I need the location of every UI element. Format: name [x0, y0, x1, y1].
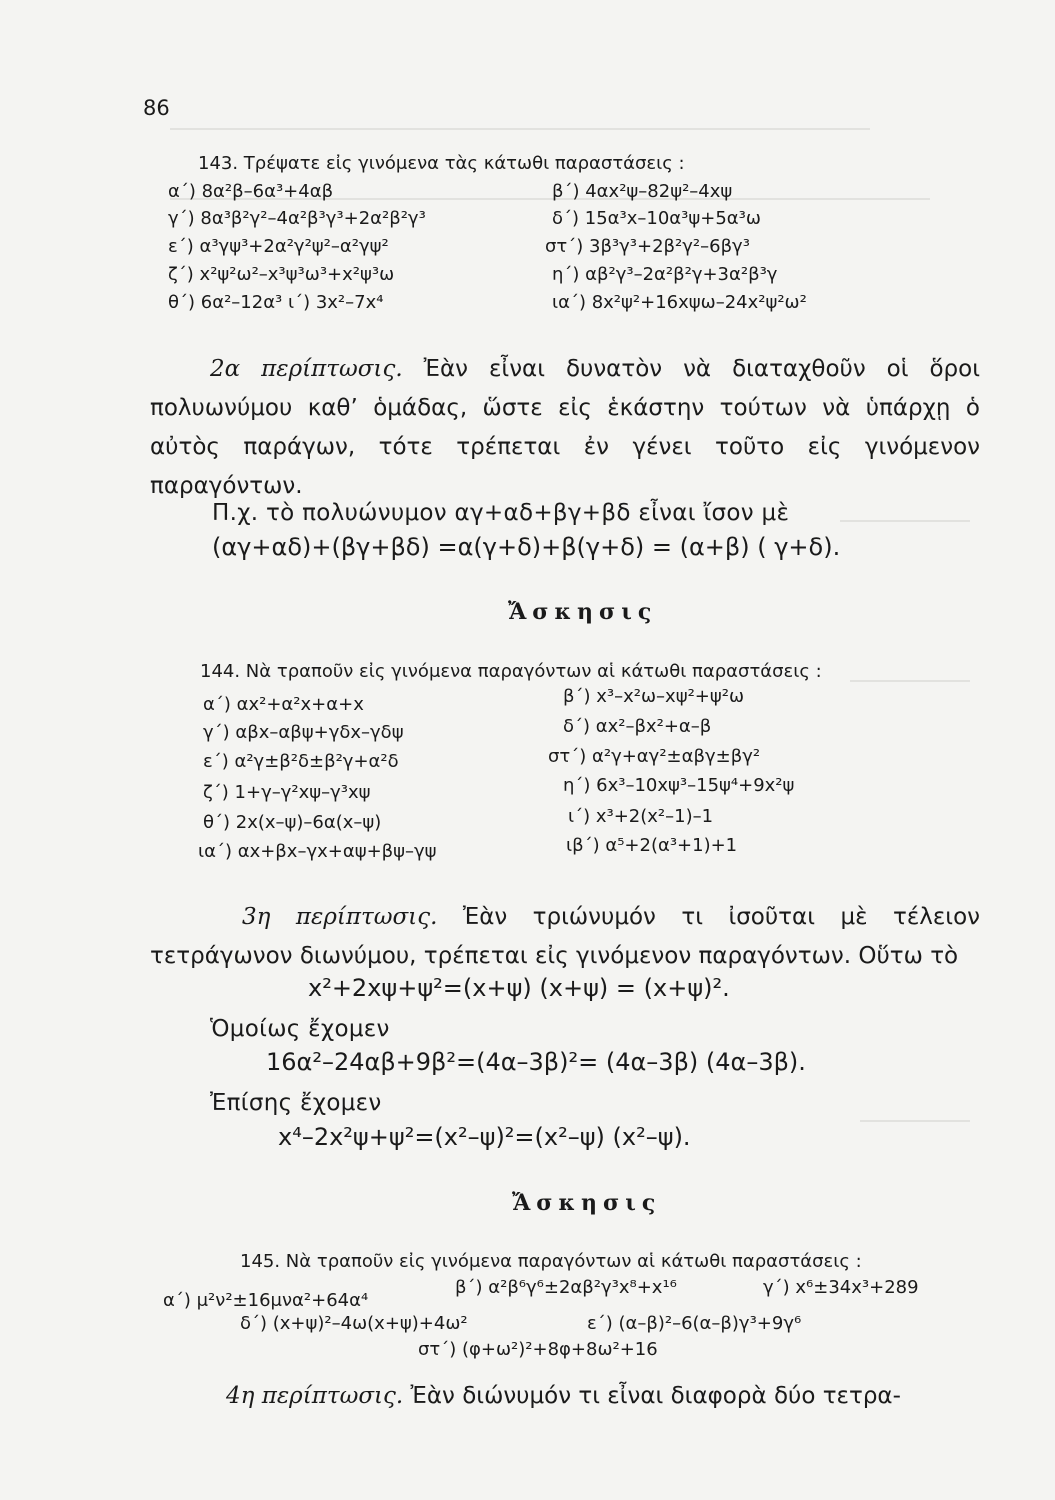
exercise-144-heading: 144. Νὰ τραποῦν εἰς γινόμενα παραγόντων αἱ κάτωθι παραστάσεις :: [200, 661, 822, 682]
case-3-formula-2: 16α²–24αβ+9β²=(4α–3β)²= (4α–3β) (4α–3β).: [266, 1048, 806, 1076]
case-2-example: Π.χ. τὸ πολυώνυμον αγ+αδ+βγ+βδ εἶναι ἴσον μὲ: [212, 500, 790, 526]
exercise-144-item: γ΄) αβx–αβψ+γδx–γδψ: [203, 722, 404, 743]
exercise-143-heading: 143. Τρέψατε εἰς γινόμενα τὰς κάτωθι παραστάσεις :: [198, 153, 685, 174]
case-4-line: [226, 1383, 901, 1409]
exercise-143-item: δ΄) 15α³x–10α³ψ+5α³ω: [552, 208, 761, 229]
exercise-title: Ἄσκησις: [508, 599, 658, 625]
exercise-144-item: δ΄) αx²–βx²+α–β: [563, 716, 712, 737]
case-2-paragraph: [150, 350, 980, 506]
exercise-143-item: β΄) 4αx²ψ–82ψ²–4xψ: [552, 181, 733, 202]
case-2-label: 2α περίπτωσις.: [210, 356, 403, 382]
page-number: 86: [143, 96, 170, 120]
exercise-144-item: ια΄) αx+βx–γx+αψ+βψ–γψ: [198, 841, 437, 862]
exercise-145-item: γ΄) x⁶±34x³+289: [763, 1277, 919, 1298]
exercise-145-heading: 145. Νὰ τραποῦν εἰς γινόμενα παραγόντων αἱ κάτωθι παραστάσεις :: [240, 1251, 862, 1272]
case-2-formula: (αγ+αδ)+(βγ+βδ) =α(γ+δ)+β(γ+δ) = (α+β) ( γ+δ).: [212, 533, 841, 561]
exercise-143-item: ια΄) 8x²ψ²+16xψω–24x²ψ²ω²: [552, 292, 807, 313]
exercise-145-item: α΄) μ²ν²±16μνα²+64α⁴: [163, 1290, 369, 1311]
exercise-144-item: α΄) αx²+α²x+α+x: [203, 694, 364, 715]
exercise-143-item: γ΄) 8α³β²γ²–4α²β³γ³+2α²β²γ³: [168, 208, 426, 229]
exercise-143-item: η΄) αβ²γ³–2α²β²γ+3α²β³γ: [552, 264, 778, 285]
exercise-145-item: δ΄) (x+ψ)²–4ω(x+ψ)+4ω²: [240, 1313, 468, 1334]
exercise-145-item: β΄) α²β⁶γ⁶±2αβ²γ³x⁸+x¹⁶: [455, 1277, 677, 1298]
exercise-143-item: ζ΄) x²ψ²ω²–x³ψ³ω³+x²ψ³ω: [168, 264, 395, 285]
bleed-through-line: [850, 680, 970, 682]
bleed-through-line: [860, 1120, 970, 1122]
exercise-145-item: ε΄) (α–β)²–6(α–β)γ³+9γ⁶: [587, 1313, 802, 1334]
case-3-also: Ἐπίσης ἔχομεν: [210, 1090, 382, 1116]
exercise-143-item: στ΄) 3β³γ³+2β²γ²–6βγ³: [545, 236, 750, 257]
bleed-through-line: [840, 520, 970, 522]
exercise-144-item: ιβ΄) α⁵+2(α³+1)+1: [566, 835, 738, 856]
exercise-144-item: ε΄) α²γ±β²δ±β²γ+α²δ: [203, 751, 399, 772]
case-3-formula-3: x⁴–2x²ψ+ψ²=(x²–ψ)²=(x²–ψ) (x²–ψ).: [278, 1123, 691, 1151]
exercise-144-item: ι΄) x³+2(x²–1)–1: [568, 806, 714, 827]
exercise-143-item: ε΄) α³γψ³+2α²γ²ψ²–α²γψ²: [168, 236, 389, 257]
case-3-paragraph: [150, 898, 980, 976]
exercise-143-item: θ΄) 6α²–12α³ ι΄) 3x²–7x⁴: [168, 292, 384, 313]
exercise-144-item: β΄) x³–x²ω–xψ²+ψ²ω: [563, 686, 745, 707]
exercise-144-item: στ΄) α²γ+αγ²±αβγ±βγ²: [548, 746, 761, 767]
exercise-143-item: α΄) 8α²β–6α³+4αβ: [168, 181, 334, 202]
case-4-text: Ἐὰν διώνυμόν τι εἶναι διαφορὰ δύο τετρα-: [410, 1383, 901, 1409]
case-2-text: Ἐὰν εἶναι δυνατὸν νὰ διαταχθοῦν οἱ ὅροι πολυωνύμου καθ’ ὁμάδας, ὥστε εἰς ἑκάστην τούτων νὰ ὑπάρχῃ ὁ αὐτὸς παράγων, τότε τρέπεται ἐν γένει τοῦτο εἰς γινόμενον παραγόντων.: [150, 356, 981, 499]
case-3-text: Ἐὰν τριώνυμόν τι ἰσοῦται μὲ τέλειον τετράγωνον διωνύμου, τρέπεται εἰς γινόμενον παραγόντων. Οὕτω τὸ: [150, 904, 980, 969]
case-3-likewise: Ὁμοίως ἔχομεν: [210, 1016, 390, 1042]
exercise-title: Ἄσκησις: [512, 1190, 662, 1216]
exercise-144-item: ζ΄) 1+γ–γ²xψ–γ³xψ: [203, 782, 371, 803]
exercise-144-item: θ΄) 2x(x–ψ)–6α(x–ψ): [203, 812, 382, 833]
bleed-through-line: [170, 128, 870, 130]
case-3-formula-1: x²+2xψ+ψ²=(x+ψ) (x+ψ) = (x+ψ)².: [308, 974, 730, 1002]
exercise-145-item: στ΄) (φ+ω²)²+8φ+8ω²+16: [418, 1339, 658, 1360]
case-4-label: 4η περίπτωσις.: [226, 1383, 404, 1409]
case-3-label: 3η περίπτωσις.: [242, 904, 438, 930]
exercise-144-item: η΄) 6x³–10xψ³–15ψ⁴+9x²ψ: [563, 775, 795, 796]
